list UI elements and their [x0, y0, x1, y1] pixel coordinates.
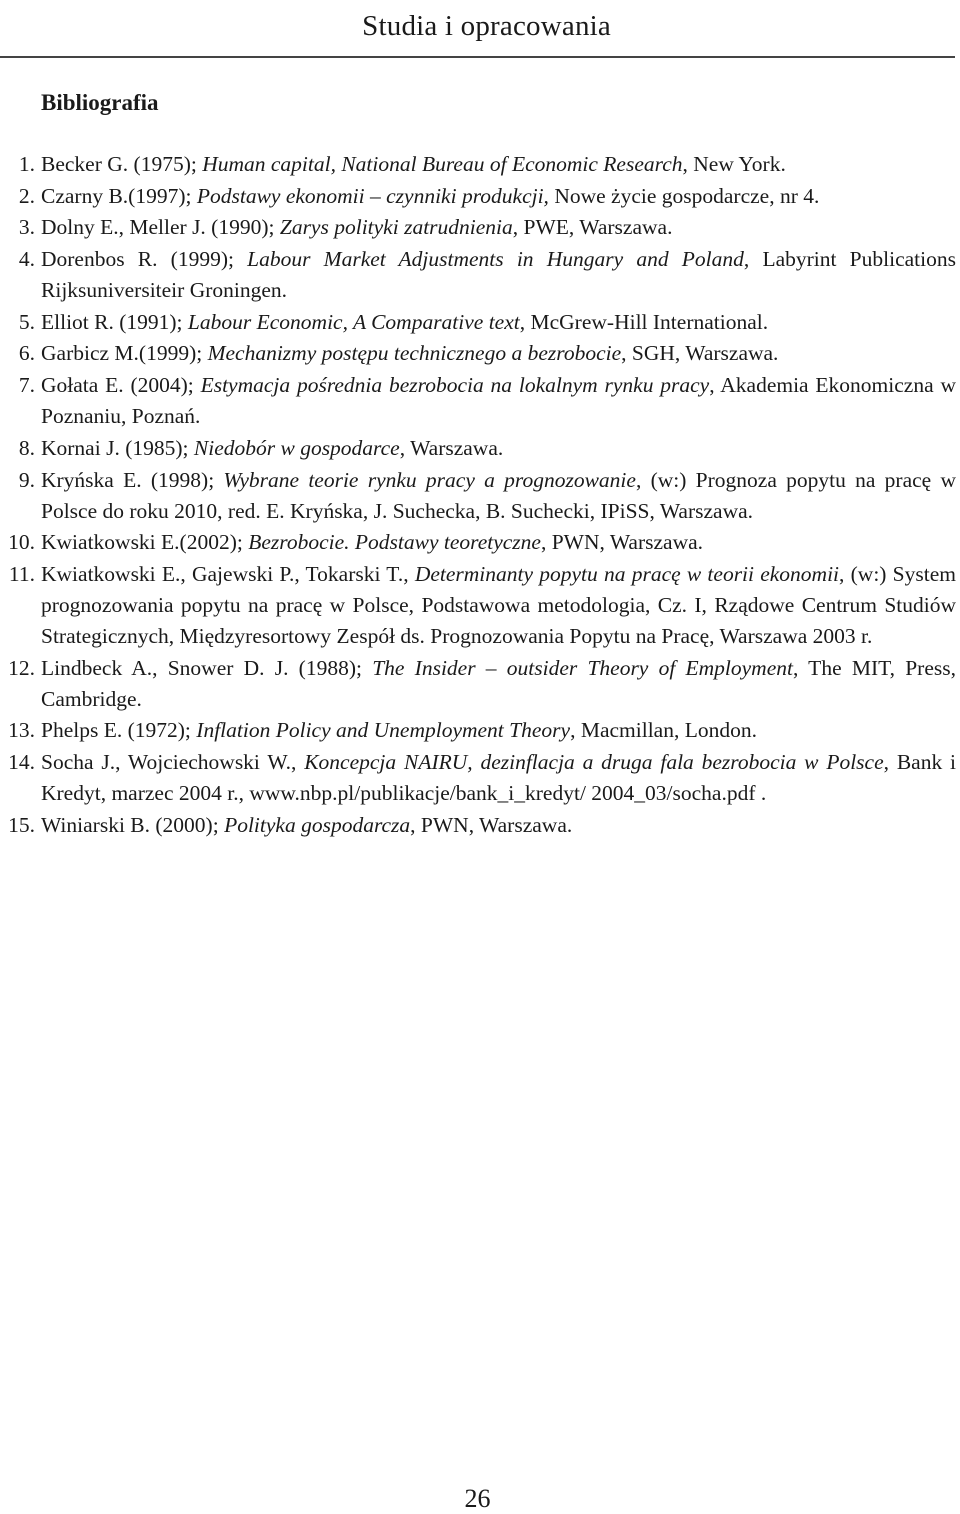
entry-text: [41, 338, 956, 369]
entry-text-run: Socha J., Wojciechowski W.,: [41, 749, 305, 774]
entry-text-run: Nowe życie gospodarcze, nr 4.: [548, 183, 820, 208]
entry-title-italic: Podstawy ekonomii – czynniki produkcji,: [196, 183, 549, 208]
entry-number: 7.: [18, 373, 35, 398]
entry-text: [41, 810, 956, 841]
entry-number: 11.: [8, 561, 35, 586]
entry-text: [41, 244, 956, 306]
entry-title-italic: Human capital, National Bureau of Economic Research: [202, 152, 683, 176]
bibliography-entry: [0, 465, 956, 527]
entry-number: 15.: [8, 812, 35, 837]
bibliography-entry: [0, 433, 956, 464]
running-header: [0, 0, 955, 58]
entry-title-italic: Niedobór w gospodarce: [193, 435, 400, 460]
entry-number: 10.: [8, 530, 35, 555]
entry-title-italic: The Insider – outsider Theory of Employment: [372, 655, 793, 680]
entry-number: 9.: [18, 467, 35, 492]
entry-text-run: Phelps E. (1972);: [41, 718, 197, 743]
bibliography-entry: [0, 370, 956, 432]
entry-text-run: Kwiatkowski E., Gajewski P., Tokarski T.,: [41, 561, 415, 586]
entry-text-run: , Warszawa.: [399, 435, 504, 460]
entry-text-run: Becker G. (1975);: [41, 152, 203, 176]
section-heading: Bibliografia: [41, 90, 159, 115]
bibliography-entry: [0, 715, 956, 746]
entry-title-italic: Wybrane teorie rynku pracy a prognozowanie: [223, 467, 636, 492]
bibliography-entry: [0, 810, 956, 841]
entry-title-italic: Mechanizmy postępu technicznego a bezrobocie: [207, 341, 622, 366]
entry-text: [41, 370, 956, 432]
entry-text-run: , PWN, Warszawa.: [410, 812, 573, 837]
entry-number: 13.: [8, 718, 35, 743]
entry-text: [41, 433, 956, 464]
entry-text-run: Gołata E. (2004);: [41, 373, 201, 398]
entry-title-italic: Zarys polityki zatrudnienia: [279, 215, 513, 240]
entry-text-run: , Bank i Kredyt, marzec 2004 r., www.nbp.pl/publikacje/bank_i_kredyt/ 2004_03/socha.pdf .: [41, 749, 956, 805]
entry-text-run: Winiarski B. (2000);: [41, 812, 225, 837]
bibliography-entry: [0, 244, 956, 306]
entry-text: [41, 212, 956, 243]
entry-text-run: , The MIT, Press, Cambridge.: [41, 655, 956, 711]
entry-text: [41, 653, 956, 715]
entry-title-italic: Koncepcja NAIRU, dezinflacja a druga fala bezrobocia w Polsce: [304, 749, 884, 774]
entry-text-run: , Akademia Ekonomiczna w Poznaniu, Poznań.: [41, 373, 956, 429]
entry-text: [41, 149, 956, 180]
entry-text-run: , New York.: [682, 152, 786, 176]
entry-number: 3.: [18, 215, 35, 240]
entry-text: [41, 181, 956, 212]
entry-title-italic: Labour Economic, A Comparative text: [187, 309, 520, 334]
bibliography-entry: [0, 527, 956, 558]
entry-number: 6.: [18, 341, 35, 366]
entry-number: 5.: [18, 309, 35, 334]
bibliography-entry: [0, 212, 956, 243]
entry-text: [41, 307, 956, 338]
entry-number: 14.: [8, 749, 35, 774]
bibliography-entry: [0, 747, 956, 809]
entry-title-italic: Inflation Policy and Unemployment Theory: [196, 718, 571, 743]
entry-number: 8.: [18, 435, 35, 460]
entry-text: [41, 465, 956, 527]
entry-text-run: Czarny B.(1997);: [41, 183, 197, 208]
entry-text: [41, 747, 956, 809]
entry-text-run: , Macmillan, London.: [570, 718, 757, 743]
bibliography-entry: [0, 559, 956, 652]
entry-title-italic: Determinanty popytu na pracę w teorii ekonomii: [414, 561, 840, 586]
entry-text-run: , PWE, Warszawa.: [512, 215, 673, 240]
bibliography-entry: [0, 149, 956, 180]
entry-text-run: Kwiatkowski E.(2002);: [41, 530, 249, 555]
entry-text: [41, 559, 956, 652]
entry-number: 2.: [18, 183, 35, 208]
entry-title-italic: Labour Market Adjustments in Hungary and Poland: [247, 247, 744, 272]
bibliography-list: [0, 149, 956, 841]
entry-text-run: Garbicz M.(1999);: [41, 341, 208, 366]
entry-text-run: Lindbeck A., Snower D. J. (1988);: [41, 655, 373, 680]
entry-text-run: Kryńska E. (1998);: [41, 467, 224, 492]
bibliography-entry: [0, 338, 956, 369]
running-header-title: Studia i opracowania: [362, 10, 611, 42]
entry-number: 12.: [8, 655, 35, 680]
entry-text: [41, 715, 956, 746]
bibliography-entry: [0, 181, 956, 212]
entry-text-run: , (w:) Prognoza popytu na pracę w Polsce do roku 2010, red. E. Kryńska, J. Suchecka, B. Suchecki, IPiSS, Warszawa.: [41, 467, 956, 523]
entry-number: 4.: [18, 247, 35, 272]
entry-text-run: , (w:) System prognozowania popytu na pracę w Polsce, Podstawowa metodologia, Cz. I, Rządowe Centrum Studiów Strategicznych, Międzyresortowy Zespół ds. Prognozowania Popytu na Pracę, Warszawa 2003 r.: [41, 561, 956, 648]
entry-text-run: , Labyrint Publications Rijksuniversiteir Groningen.: [41, 247, 956, 303]
entry-text-run: , SGH, Warszawa.: [621, 341, 779, 366]
page-number: 26: [464, 1484, 491, 1513]
entry-text-run: , McGrew-Hill International.: [519, 309, 769, 334]
entry-title-italic: Polityka gospodarcza: [224, 812, 411, 837]
bibliography-entry: [0, 307, 956, 338]
entry-text-run: Elliot R. (1991);: [41, 309, 188, 334]
entry-text: [41, 527, 956, 558]
entry-text-run: , PWN, Warszawa.: [540, 530, 704, 555]
entry-text-run: Dorenbos R. (1999);: [41, 247, 248, 272]
entry-text-run: Kornai J. (1985);: [41, 435, 194, 460]
entry-title-italic: Bezrobocie. Podstawy teoretyczne: [248, 530, 541, 555]
entry-number: 1.: [18, 152, 35, 176]
entry-title-italic: Estymacja pośrednia bezrobocia na lokalnym rynku pracy: [200, 373, 710, 398]
entry-text-run: Dolny E., Meller J. (1990);: [41, 215, 280, 240]
bibliography-entry: [0, 653, 956, 715]
